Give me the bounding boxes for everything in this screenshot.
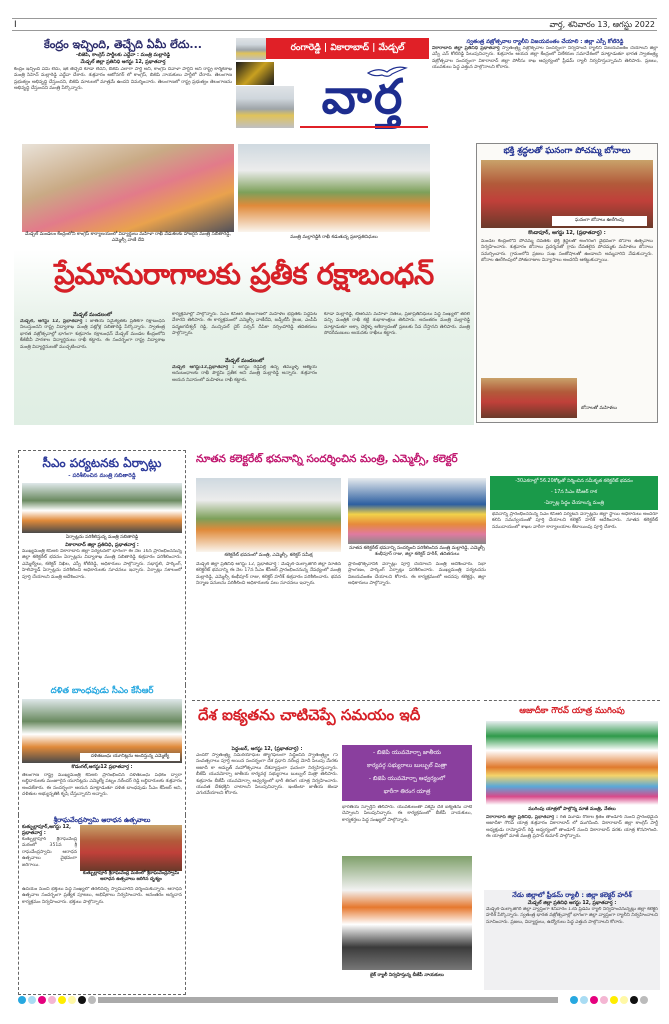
inspection-photo [348,478,486,544]
subhead: -బిజెపి, కాంగ్రెస్ పార్టీలకు ఎద్దేవా : మంత్రి మల్లారెడ్డి [76,53,170,58]
story-bonalu [476,143,658,423]
story-raksha-bandhan [14,250,474,425]
photo-right-rakhi [238,144,430,248]
article-body: మేడ్చల్ ఆగస్టు12,ప్రభాతవార్త : ఆగస్టు రెడ్డిపల్లి ఉన్న తమ్ముళ్ళ ఆత్మీయ అనుబంధాలకు రాఖీ పౌర్ణమి ప్రతీక అని మంత్రి మల్లారెడ్డి అన్నారు. శుక్రవారం ఆయన నివాసంలో మహిళలు రాఖీ కట్టారు. [172,365,317,383]
story-dalit-bandhu [18,685,186,815]
photo-left-rakhi [22,144,234,244]
story-freedom-rally [484,890,660,990]
logo-wordmark: వార్త [321,69,405,125]
unity-left-col [196,747,338,983]
dalit-photo [22,699,182,763]
story-collectorate [192,450,658,686]
subhead: - పరిశీలించిన మంత్రి సబితారెడ్డి [68,473,136,479]
story-raghavendra [18,815,186,995]
rakhi-photo [22,144,234,232]
raksha-col-2 [172,312,317,413]
photo-caption: కుత్బుల్లాపూర్ శ్రీరాఘవేంద్ర మఠంలో శ్రీరాఘవేంద్రస్వామి ఆరాధన ఉత్సవాలు జరిగిన దృశ్యం [80,871,182,883]
article-body: మేడ్చల్-మల్కాజిగిరి జిల్లా వ్యాప్తంగా శనివారం 13న ఫ్రీడమ్ ర్యాలీ నిర్వహించనున్నట్లు జిల్లా కలెక్టర్ హరీశ్ పేర్కొన్నారు. స్వతంత్ర భారత వజ్రోత్సవాల్లో భాగంగా జిల్లా వ్యాప్తంగా ర్యాలీని నిర్వహించాలని సూచించారు. ప్రజలు, విద్యార్థులు, ఉద్యోగులు పెద్ద ఎత్తున పాల్గొనాలని కోరారు. [486,907,658,925]
headline: స్వతంత్ర వజ్రోత్సవాల ర్యాలీని విజయవంతం చేయాలి : జిల్లా ఎస్పీ కోటిరెడ్డి [466,39,624,45]
dateline: మేడ్చల్ జిల్లా ప్రతినిధి ఆగస్టు 12, ప్రభాతవార్త : [527,901,617,906]
article-body: కేంద్రం ఇచ్చింది ఏమీ లేదు, ఇక తెచ్చేది కూడా లేదని, బిజెపి ఎలాగా పార్టీ అని, కాంగ్రెస్ దివాళా పార్టీని అని రాష్ట్ర కార్మికశాఖ మంత్రి సిహెచ్ మల్లారెడ్డి ఎద్దేవా చేశారు. శుక్రవారం ఆటోనగర్ లో కాంగ్రెస్, బిజెపి నాయకులు పార్టీలో చేరారు. తెలంగాణ ప్రభుత్వం అభివృద్ధి చేస్తుందని, బిజెపి మాటలలో మాత్రమే ఉందని విమర్శించారు. తెలంగాణలో రాష్ట్ర ప్రభుత్వం తెలంగాణను అభివృద్ధి చేస్తుందని మంత్రి పేర్కొన్నారు. [14,67,232,92]
article-body: ఉదయం నుంచి భక్తులు పెద్ద సంఖ్యలో తరలివచ్చి స్వామివారిని దర్శించుకున్నారు. ఆరాధన ఉత్సవాల సందర్భంగా ప్రత్యేక పూజలు, అభిషేకాలు నిర్వహించారు. అనంతరం అన్నదాన కార్యక్రమం నిర్వహించారు. భక్తులు పాల్గొన్నారు. [22,887,182,905]
bonalu-photo-2 [481,378,577,418]
story-national-unity [192,700,480,990]
story-center-politics [14,38,232,138]
dateline: కుత్బుల్లాపూర్,ఆగస్టు 12, ప్రభాతవార్త : [22,825,71,836]
photo-caption: ముగింపు యాత్రలో పాల్గొన్న మాజీ మంత్రి, నేతలు [484,807,660,813]
temple-photo [236,38,266,60]
bonalu-photo [481,160,653,228]
highlights-box: - బిజెపి యువమోర్చా జాతీయ కార్యవర్గ సభ్యురాలు బుల్బుల్ మిత్రా - బిజెపి యువమోర్చా ఆధ్వర్యంలో భారీగా తిరంగ యాత్ర [342,745,472,801]
photo-caption: ఏర్పాట్లను పరిశీలిస్తున్న మంత్రి సబితారెడ్డి [22,535,182,541]
dateline: మేడ్చల్ జిల్లా ప్రతినిధి ఆగస్టు 12, ప్రభాతవార్త [80,60,166,65]
headline: దేశ ఐక్యతను చాటిచెప్పే సమయం ఇదీ [198,706,421,724]
headline: భక్తి శ్రద్ధలతో ఘనంగా పోచమ్మ బోనాలు [503,146,631,156]
color-dots [18,996,98,1004]
raksha-col-1 [20,312,165,419]
photo-caption: మంత్రి మల్లారెడ్డికి రాఖీ కడుతున్న ప్రజాప్రతినిధులు [238,232,430,241]
masthead [236,38,429,136]
place: మేడ్చల్ మండలంలో [73,312,112,318]
photo-caption: మేడ్చల్ మండలం కేంద్రంలోని కాంగ్రెస్ కార్యాలయంలో విద్యార్థులు మహిళా రాఖీ వేడుకలకు హాజరైన మంత్రి సబితారెడ్డి, ఎమ్మెల్సీ వాణీ దేవి [22,232,234,246]
article-body: ముఖ్యమంత్రి కేసీఆర్ వికారాబాద్ జిల్లా పర్యటనలో భాగంగా ఈ నెల 16న ప్రారంభించనున్న జిల్లా కలెక్టరేట్ భవనం ఏర్పాట్లను విద్యాశాఖ మంత్రి సబితారెడ్డి శుక్రవారం పరిశీలించారు. ఎమ్మెల్యేలు, కలెక్టర్ నిఖిల, ఎస్పీ కోటిరెడ్డి, అధికారులు పాల్గొన్నారు. సభాస్థలి, పార్కింగ్, హెలిప్యాడ్ ఏర్పాట్లను పరిశీలించి అధికారులకు సూచనలు ఇచ్చారు. ఏర్పాట్లు సకాలంలో పూర్తి చేయాలని మంత్రి ఆదేశించారు. [22,549,182,580]
article-body: తెలంగాణ రాష్ట్ర ముఖ్యమంత్రి కేసీఆర్ ప్రారంభించిన దళితబంధు పథకం ద్వారా లబ్ధిదారులకు మంజూరైన యూనిట్లను ఎమ్మెల్యే పట్నం నరేందర్ రెడ్డి లబ్ధిదారులకు శుక్రవారం అందజేశారు. ఈ సందర్భంగా ఆయన మాట్లాడుతూ దళిత బాంధవుడు సీఎం కేసీఆర్ అని, దళితుల అభ్యున్నతికి కృషి చేస్తున్నారని అన్నారు. [22,773,182,798]
minister-rakhi-photo [238,144,430,232]
azadi-photo [486,721,658,805]
dateline: కొండాపూర్, ఆగస్టు 12, (ప్రభాతవార్త) : [528,230,606,236]
photo-caption: నూతన కలెక్టరేట్ భవనాన్ని సందర్శించి పరిశీలించిన మంత్రి మల్లారెడ్డి, ఎమ్మెల్సీ శంభీపూర్ రాజు, జిల్లా కలెక్టర్ హరీశ్, తదితరులు [349,546,485,557]
highlights-box: -30ఎకరాల్లో 56.20కోట్లతో నిర్మించిన సమీకృత కలెక్టరేట్ భవనం - 17న సీఎం కేసీఆర్ రాక -ఏర్పాట్ల సిద్ధం చేయాలన్న మంత్రి [490,476,658,510]
heritage-photo [236,62,274,85]
gray-bar [98,997,558,1003]
photo-caption: కలెక్టరేట్ భవనంలో మంత్రి, ఎమ్మెల్సీ, కలెక్టర్ సమీక్ష [196,553,341,559]
headline: దళిత బాంధవుడు సీఎం కేసీఆర్ [50,686,154,696]
page-marker: I [14,20,17,30]
photo2-caption: బోనాలతో మహిళలు [581,406,617,411]
headline: నూతన కలెక్టరేట్ భవనాన్ని సందర్శించిన మంత్రి, ఎమ్మెల్సీ, కలెక్టర్ [196,453,458,465]
headline: సీఎం పర్యటనకు ఏర్పాట్లు [42,456,162,470]
collectorate-col-3: భవనాన్ని ప్రారంభించనున్న సీఎం కేసీఆర్ పర్యటన ఏర్పాట్లను జిల్లా స్థాయి అధికారులు అందరూ కలిసి సమన్వయంతో పూర్తి చేయాలని కలెక్టర్ హరీశ్ ఆదేశించారు. నూతన కలెక్టరేట్ సముదాయంలో శాఖల వారీగా కార్యాలయాల కేటాయింపు పూర్తి చేశారు. [492,512,658,530]
article-body: వికారాబాద్ జిల్లా ప్రతినిధి, ప్రభాతవార్త : గత మూడు రోజుల క్రితం తాండూర్ నుంచి ప్రారంభమైన ఆజాదీకా గౌరవ్ యాత్ర శుక్రవారం వికారాబాద్ లో ముగిసింది. వికారాబాద్ జిల్లా కాంగ్రెస్ పార్టీ అధ్యక్షుడు రామ్మోహన్ రెడ్డి ఆధ్వర్యంలో తాండూర్ నుంచి వికారాబాద్ వరకు యాత్ర కొనసాగింది. ఈ యాత్రలో మాజీ మంత్రి ప్రసాద్ కుమార్ పాల్గొన్నారు. [486,815,659,840]
review-photo [196,478,341,552]
cm-tour-photo [22,483,182,533]
dateline: కొడంగల్,ఆగస్టు12 ప్రభాతవార్త : [71,765,133,770]
color-dots-right [570,996,650,1004]
article-body: కార్యక్రమాల్లో పాల్గొన్నారు. సీఎం కేసీఆర్ తెలంగాణలో మహిళల భద్రతకు పెద్దపీట వేశారని తెలిపారు. ఈ కార్యక్రమంలో ఎమ్మెల్సీ వాణీదేవి, జడ్పీటీసీ శైలజ, ఎంపీపీ పద్మజగదీశ్వర్ రెడ్డి, మున్సిపల్ చైర్ పర్సన్ దీపికా నర్సింహారెడ్డి తదితరులు పాల్గొన్నారు. [172,312,317,337]
story-sp-rally [432,38,658,136]
article-body: మేడ్చల్, ఆగస్టు 12, ప్రభాతవార్త : జాతీయ సమైక్యతకు ప్రతీకగా రక్షాబంధన్ నిలుస్తుందని రాష్ట్ర విద్యాశాఖ మంత్రి పట్లోళ్ల సబితారెడ్డి పేర్కొన్నారు. స్వాతంత్ర భారత వజ్రోత్సవాల్లో భాగంగా శుక్రవారం రక్షాబంధన్ మేడ్చల్ మండల కేంద్రంలోని కేజీబీవీ పాఠశాల విద్యార్థినులు రాఖీ కట్టారు. ఈ సందర్భంగా రాష్ట్ర విద్యాశాఖ మంత్రి విద్యార్థినులతో ముచ్చటించారు. [20,319,165,350]
article-body: వికారాబాద్ జిల్లా ప్రతినిధి ప్రభాతవార్త స్వాతంత్ర్య వజ్రోత్సవాల సందర్భంగా నిర్వహించే ర్యాలీని విజయవంతం చేయాలని జిల్లా ఎస్పీ ఎన్ కోటిరెడ్డి పిలుపునిచ్చారు. శుక్రవారం ఆయన జిల్లా కేంద్రంలో విలేకరుల సమావేశంలో మాట్లాడుతూ భారత స్వాతంత్ర్య వజ్రోత్సవాల సందర్భంగా వికారాబాద్ జిల్లా పోలీసు శాఖ ఆధ్వర్యంలో ఫ్రీడమ్ ర్యాలీ నిర్వహిస్తున్నామని తెలిపారు. ప్రజలు, యువకులు పెద్ద ఎత్తున పాల్గొనాలని కోరారు. [432,46,658,71]
headline: నేడు జిల్లాలో ఫ్రీడమ్ ర్యాలీ : జిల్లా కలెక్టర్ హరీశ్ [512,891,632,899]
bike-rally-photo [342,856,472,970]
dateline: పెద్దంబర్, ఆగస్టు 12, (ప్రభాతవార్త) : [231,747,303,752]
photo-caption: దళితబంధు యూనిట్లను అందిస్తున్న ఎమ్మెల్యే [80,753,180,761]
story-cm-tour [18,450,186,685]
headline: ప్రేమానురాగాలకు ప్రతీక రక్షాబంధన్ [54,257,434,291]
page-header [12,18,657,31]
headline: ఆజాదీకా గౌరవ్ యాత్ర ముగింపు [519,706,625,716]
registration-marks-left [18,996,658,1004]
temple-photo [80,825,182,871]
date-line: వార్త, శనివారం 13, ఆగస్టు 2022 [549,20,655,29]
district-banner: రంగారెడ్డి | వికారాబాద్ | మేడ్చల్ [266,38,429,59]
dateline: వికారాబాద్ జిల్లా ప్రతినిధి, ప్రభాతవార్త : [65,543,139,548]
story-azadi-yatra [484,700,660,890]
photo-caption: బైక్ ర్యాలీ నిర్వహిస్తున్న బీజేపీ నాయకులు [342,973,472,979]
collectorate-col-2: ప్రారంభోత్సవానికి ఏర్పాట్లు పూర్తి చేయాలని మంత్రి ఆదేశించారు. సభా ప్రాంగణం, పార్కింగ్ ఏర్పాట్లు పరిశీలించారు. ముఖ్యమంత్రి పర్యటనను విజయవంతం చేయాలని కోరారు. ఈ కార్యక్రమంలో అదనపు కలెక్టర్లు, జిల్లా అధికారులు పాల్గొన్నారు. [348,562,486,587]
logo-underline [300,126,428,128]
place: మేడ్చల్ మండలంలో [225,358,264,364]
article-body: ఎందరో స్వాతంత్ర్య సమరయోధుల త్యాగఫలంగా సిద్ధించిన స్వాతంత్ర్యం 75 సంవత్సరాలు పూర్తి అయిన సందర్భంగా దేశ ప్రధాని నరేంద్ర మోదీ పిలుపు మేరకు ఆజాదీ కా అమృత్ మహోత్సవాలు దేశవ్యాప్తంగా ఘనంగా నిర్వహిస్తున్నారు. బీజేపీ యువమోర్చా జాతీయ కార్యవర్గ సభ్యురాలు బుల్బుల్ మిత్రా తెలిపారు. శుక్రవారం బీజేపీ యువమోర్చా ఆధ్వర్యంలో భారీ తిరంగ యాత్ర నిర్వహించారు. యువత దేశభక్తిని చాటాలని పిలుపునిచ్చారు. ఇంటింటా జాతీయ జెండా ఎగురవేయాలని కోరారు. [196,753,338,797]
dateline: వికారాబాద్ జిల్లా ప్రతినిధి ప్రభాతవార్త [432,46,500,51]
headline: కేంద్రం ఇచ్చింది, తెచ్చేది ఏమీ లేదు... [44,38,202,51]
article-body: కుత్బుల్లాపూర్ శ్రీరాఘవేంద్ర మఠంలో 351వ శ్రీ రాఘవేంద్రస్వామి ఆరాధన ఉత్సవాలు వైభవంగా జరిగాయి. [22,837,77,868]
photo-caption: ఘనంగా బోనాలు ఊరేగింపు [552,216,647,226]
headline: శ్రీరాఘవేంద్రస్వామి ఆరాధన ఉత్సవాలు [53,816,151,824]
article-body: మండల కేంద్రంలోని పోచమ్మ దేవతకు భక్తి శ్రద్ధలతో అంగరంగ వైభవంగా బోనాల ఉత్సవాలు నిర్వహించారు. శుక్రవారం బోనాలు ప్రదర్శనతో గ్రామ దేవతలైన పోచమ్మకు మహిళలు బోనాలు సమర్పించారు. గ్రామంలోని ప్రజలు సుఖ సంతోషాలతో ఉండాలని అమ్మవారిని వేడుకున్నారు. బోనాల ఊరేగింపులో పోతురాజుల విన్యాసాలు అందరినీ ఆకట్టుకున్నాయి. [481,239,653,264]
unity-right-col: భారతీయ స్ఫూర్తిని తెలిపారు. యువకులంతా ఏకమై దేశ ఐక్యతను చాటి చెప్పాలని పిలుపునిచ్చారు. ఈ కార్యక్రమంలో బీజేపీ నాయకులు, కార్యకర్తలు పెద్ద సంఖ్యలో పాల్గొన్నారు. [342,805,472,823]
building-photo [236,86,294,128]
raksha-col-3: కూడా మల్లారెడ్డి, టీఆర్ఎస్ మహిళా నేతలు, ప్రజాప్రతినిధులు పెద్ద సంఖ్యలో తరలి వచ్చి మంత్రికి రాఖీ కట్టి శుభాకాంక్షలు తెలిపారు. అనంతరం మంత్రి మల్లారెడ్డి మాట్లాడుతూ అక్కా చెల్లెళ్ళ ఆశీర్వాదంతో ప్రజలకు సేవ చేస్తానని తెలిపారు. మంత్రి సోదరీమణులు ఆయనకు రాఖీలు కట్టారు. [324,312,470,337]
collectorate-col-1: మేడ్చల్ జిల్లా ప్రతినిధి ఆగస్టు 12, ప్రభాతవార్త : మేడ్చల్-మల్కాజిగిరి జిల్లా నూతన కలెక్టరేట్ భవనాన్ని ఈ నెల 17న సీఎం కేసీఆర్ ప్రారంభించనున్న నేపథ్యంలో మంత్రి మల్లారెడ్డి, ఎమ్మెల్సీ శంభీపూర్ రాజు, కలెక్టర్ హరీశ్ శుక్రవారం పరిశీలించారు. భవన నిర్మాణ పనులను పరిశీలించి అధికారులకు పలు సూచనలు ఇచ్చారు. [196,562,341,587]
